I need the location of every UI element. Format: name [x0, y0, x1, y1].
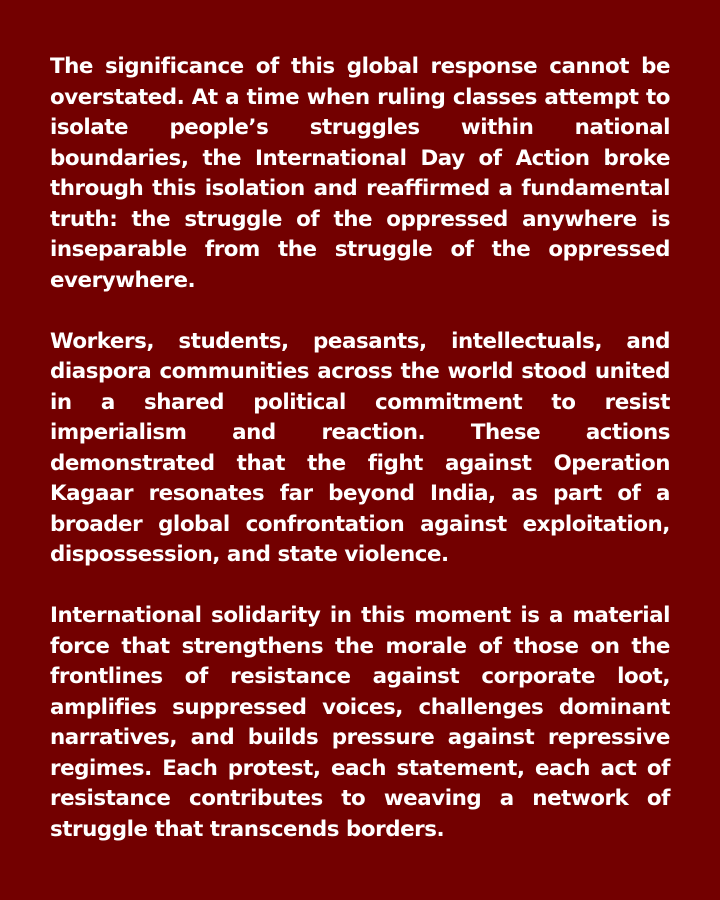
paragraph-international-solidarity: International solidarity in this moment is a material force that strengthens the morale of those on the frontlines of resistance against corporate loot, amplifies suppressed voices, challenges dominant narratives, and builds pressure against repressive regimes. Each protest, each statement, each act of resistance contributes to weaving a network of struggle that transcends borders. — [50, 603, 670, 842]
paragraph-united-communities: Workers, students, peasants, intellectuals, and diaspora communities across the world stood united in a shared political commitment to resist imperialism and reaction. These actions demonstrated that the fight against Operation Kagaar resonates far beyond India, as part of a broader global confrontation against exploitation, dispossession, and state violence. — [50, 328, 670, 567]
paragraph-global-response: The significance of this global response cannot be overstated. At a time when ruling classes attempt to isolate people’s struggles within national boundaries, the International Day of Action broke through this isolation and reaffirmed a fundamental truth: the struggle of the oppressed anywhere is inseparable from the struggle of the oppressed everywhere. — [50, 54, 670, 293]
